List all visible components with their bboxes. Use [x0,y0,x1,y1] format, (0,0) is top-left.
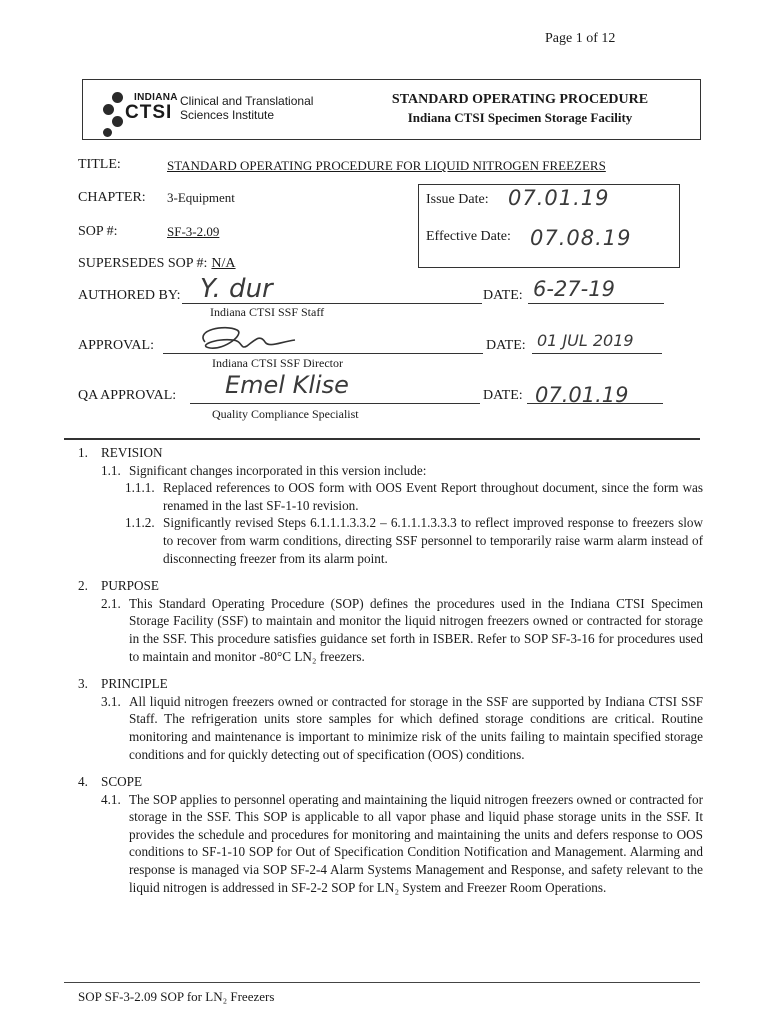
paragraph-number: 1.1.2. [125,515,155,531]
qa-role: Quality Compliance Specialist [212,407,359,421]
ctsi-logo [100,90,330,136]
logo-line1: Clinical and Translational [180,94,314,108]
section-number: 1. [78,445,88,460]
approval-signature [185,320,305,360]
qa-date-label: DATE: [483,388,523,403]
title-value: STANDARD OPERATING PROCEDURE FOR LIQUID NITROGEN FREEZERS [167,158,606,173]
section-divider [64,438,700,440]
approval-label: APPROVAL: [78,338,154,353]
paragraph-number: 1.1.1. [125,480,155,496]
paragraph-text: Significant changes incorporated in this version include: [129,462,427,478]
section-heading: SCOPE [101,774,143,790]
document-body [78,444,703,906]
logo-line2: Sciences Institute [180,108,275,122]
section-revision [78,444,703,567]
section-number: 4. [78,774,88,790]
qa-approval-label: QA APPROVAL: [78,388,177,403]
paragraph-text: This Standard Operating Procedure (SOP) defines the procedures used in the Indiana CTSI Specimen Storage Facility (SSF) to maintain and monitor the liquid nitrogen freezers owned or contracted for storage in the SSF. This procedure satisfies guidance set forth in ISBER. Refer to SOP SF-3-16 for procedures used to maintain and monitor -80°C LN₂ freezers. [129,595,703,664]
qa-signature-line [190,403,480,404]
sop-number-value: SF-3-2.09 [167,224,220,239]
authored-by-role: Indiana CTSI SSF Staff [210,305,325,319]
paragraph-number: 4.1. [101,791,121,807]
effective-date-label: Effective Date: [426,229,511,244]
header-title: STANDARD OPERATING PROCEDURE [391,92,649,107]
qa-signature: Emel Klise [225,371,349,399]
paragraph-number: 1.1. [101,462,121,478]
page-number: Page 1 of 12 [545,31,616,46]
authored-signature: Y. dur [200,274,273,304]
authored-date-label: DATE: [483,288,523,303]
paragraph-text: Replaced references to OOS form with OOS Event Report throughout document, since the form was renamed in the last SF-1-10 revision. [163,480,703,513]
paragraph-number: 2.1. [101,595,121,611]
approval-date-line [532,353,662,354]
approval-role: Indiana CTSI SSF Director [212,356,343,370]
section-heading: PURPOSE [101,578,159,594]
supersedes-label: SUPERSEDES SOP #: [78,256,208,271]
approval-date-label: DATE: [486,338,526,353]
section-number: 3. [78,676,88,692]
logo-indiana: INDIANA [134,92,178,103]
paragraph-number: 3.1. [101,693,121,709]
section-purpose [78,577,703,665]
paragraph-text: Significantly revised Steps 6.1.1.1.3.3.2 – 6.1.1.1.3.3.3 to reflect improved response to freezers slow to recover from warm conditions, directing SSF personnel to temporarily raise warm alarm instead of disconnecting freezer from its alarm point. [163,515,703,566]
section-principle [78,675,703,763]
paragraph-text: The SOP applies to personnel operating and maintaining the liquid nitrogen freezers owned or contracted for storage in the SSF. This SOP is applicable to all vapor phase and liquid phase storage units in the SSF. It provides the schedule and procedures for monitoring and maintaining the units and defers response to OOS conditions to SF-1-10 SOP for Out of Specification Condition Notification and Management. Alarming and response is managed via SOP SF-2-4 Alarm Systems Management and Response, and safety relevant to the liquid nitrogen is addressed in SF-2-2 SOP for LN₂ System and Freezer Room Operations. [129,791,703,895]
section-number: 2. [78,578,88,594]
chapter-value: 3-Equipment [167,190,235,205]
qa-date-value: 07.01.19 [535,383,629,407]
section-heading: PRINCIPLE [101,676,168,692]
paragraph-text: All liquid nitrogen freezers owned or contracted for storage in the SSF are supported by Indiana CTSI SSF Staff. The refrigeration units store samples for which defined storage conditions are critical. Routine monitoring and maintenance is important to minimize risk of the units failing to maintain specified storage conditions and for quickly detecting out of specification (OOS) conditions. [129,693,703,762]
supersedes-line [78,256,236,272]
authored-date-line [528,303,664,304]
chapter-label: CHAPTER: [78,190,146,205]
footer-text: SOP SF-3-2.09 SOP for LN₂ Freezers [78,989,275,1004]
title-label: TITLE: [78,157,121,172]
effective-date-value: 07.08.19 [530,226,632,250]
section-heading: REVISION [101,445,163,460]
logo-ctsi: CTSI [125,102,173,123]
approval-date-value: 01 JUL 2019 [537,331,634,350]
footer-divider [64,982,700,983]
sop-number-label: SOP #: [78,224,118,239]
supersedes-value: N/A [211,256,236,271]
issue-date-label: Issue Date: [426,192,489,207]
authored-date-value: 6-27-19 [533,277,615,301]
authored-by-label: AUTHORED BY: [78,288,181,303]
issue-date-value: 07.01.19 [508,186,610,210]
header-subtitle: Indiana CTSI Specimen Storage Facility [407,110,633,125]
section-scope [78,773,703,896]
